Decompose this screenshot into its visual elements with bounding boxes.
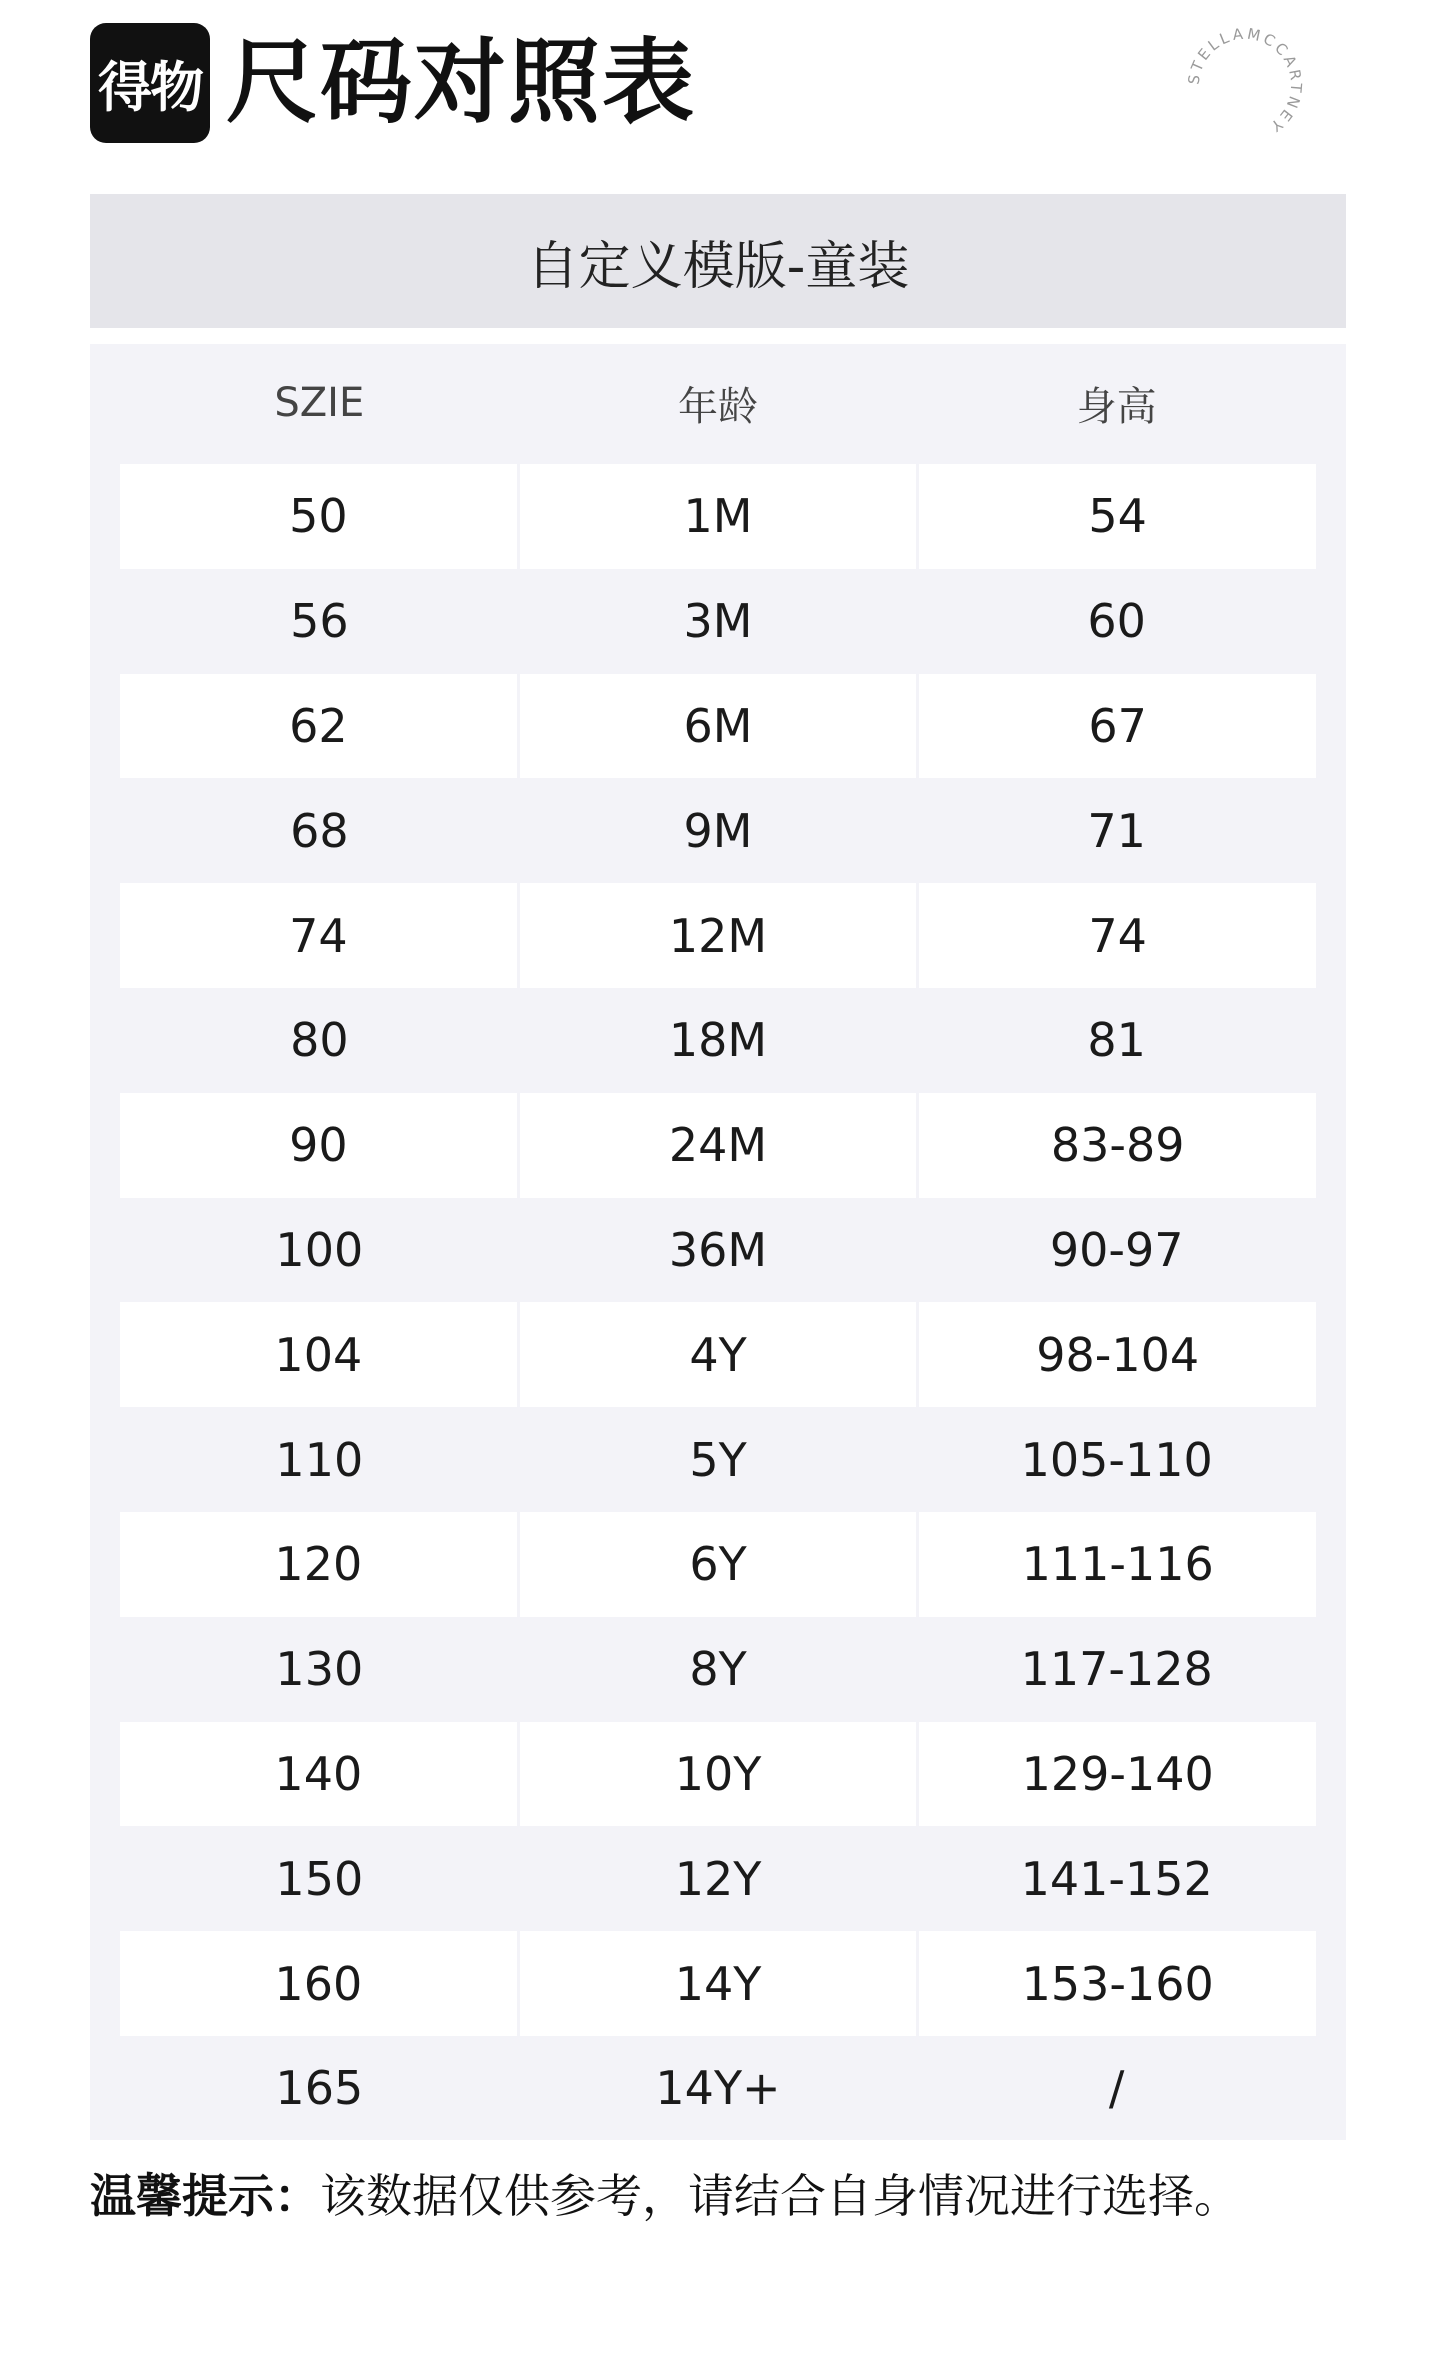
table-row [120, 778, 1316, 883]
cell-size: 56 [290, 594, 349, 649]
column-header-size: SZIE [274, 380, 365, 426]
template-name-bar [90, 194, 1346, 328]
table-row [120, 674, 1316, 779]
table-row [120, 1198, 1316, 1303]
cell-height: 81 [1087, 1013, 1146, 1068]
cell-age: 24M [517, 1093, 917, 1198]
cell-age: 10Y [517, 1722, 917, 1827]
logo-text: 得物 [98, 55, 202, 119]
column-header-height: 身高 [1076, 383, 1157, 430]
cell-age: 14Y [517, 1931, 917, 2036]
cell-size: 62 [120, 674, 517, 779]
cell-size: 160 [120, 1931, 517, 2036]
cell-size: 110 [275, 1432, 364, 1487]
dewu-logo [90, 23, 210, 143]
cell-age: 4Y [517, 1302, 917, 1407]
page-title: 尺码对照表 [226, 29, 697, 136]
cell-age: 8Y [689, 1642, 747, 1697]
cell-height: 153-160 [916, 1931, 1316, 2036]
cell-height: 74 [916, 883, 1316, 988]
table-row [120, 1512, 1316, 1617]
table-body [120, 464, 1316, 2141]
cell-size: 100 [275, 1222, 364, 1277]
cell-size: 165 [275, 2061, 364, 2116]
tip-label: 温馨提示： [90, 2169, 320, 2223]
cell-height: 71 [1087, 803, 1146, 858]
cell-size: 150 [275, 1851, 364, 1906]
table-row [120, 1722, 1316, 1827]
template-name: 自定义模版-童装 [526, 236, 910, 297]
cell-height: 54 [916, 464, 1316, 569]
cell-age: 6Y [517, 1512, 917, 1617]
cell-age: 12M [517, 883, 917, 988]
table-row [120, 1093, 1316, 1198]
cell-size: 104 [120, 1302, 517, 1407]
cell-size: 120 [120, 1512, 517, 1617]
cell-age: 18M [668, 1013, 768, 1068]
cell-age: 9M [683, 803, 753, 858]
cell-age: 6M [517, 674, 917, 779]
cell-height: 83-89 [916, 1093, 1316, 1198]
cell-size: 50 [120, 464, 517, 569]
table-row [120, 1617, 1316, 1722]
cell-age: 14Y+ [655, 2061, 781, 2116]
cell-age: 5Y [689, 1432, 747, 1487]
table-row [120, 464, 1316, 569]
cell-height: 67 [916, 674, 1316, 779]
table-row [120, 883, 1316, 988]
size-table [90, 344, 1346, 2140]
cell-size: 68 [290, 803, 349, 858]
column-header-age: 年龄 [678, 383, 758, 430]
cell-height: 129-140 [916, 1722, 1316, 1827]
cell-size: 130 [275, 1642, 364, 1697]
header [90, 22, 696, 144]
cell-height: 60 [1087, 594, 1146, 649]
cell-height: 141-152 [1020, 1851, 1213, 1906]
table-header [120, 344, 1316, 462]
table-row [120, 1931, 1316, 2036]
cell-height: 90-97 [1049, 1222, 1184, 1277]
tip-note [90, 2160, 1390, 2226]
table-row [120, 1826, 1316, 1931]
cell-height: 111-116 [916, 1512, 1316, 1617]
table-row [120, 2036, 1316, 2141]
cell-size: 140 [120, 1722, 517, 1827]
cell-age: 1M [517, 464, 917, 569]
cell-height: 98-104 [916, 1302, 1316, 1407]
cell-age: 3M [683, 594, 753, 649]
table-row [120, 1302, 1316, 1407]
cell-height: 105-110 [1020, 1432, 1213, 1487]
cell-size: 90 [120, 1093, 517, 1198]
cell-size: 80 [290, 1013, 349, 1068]
cell-height: / [1108, 2061, 1125, 2116]
table-row [120, 569, 1316, 674]
cell-age: 36M [668, 1222, 768, 1277]
brand-seal-text: STELLAMCCARTNEY [1184, 24, 1306, 137]
cell-age: 12Y [674, 1851, 762, 1906]
tip-text: 该数据仅供参考，请结合自身情况进行选择。 [320, 2169, 1240, 2223]
cell-size: 74 [120, 883, 517, 988]
brand-seal-logo [1180, 20, 1310, 150]
cell-height: 117-128 [1020, 1642, 1213, 1697]
table-row [120, 988, 1316, 1093]
table-row [120, 1407, 1316, 1512]
svg-text:STELLAMCCARTNEY [1185, 25, 1306, 137]
